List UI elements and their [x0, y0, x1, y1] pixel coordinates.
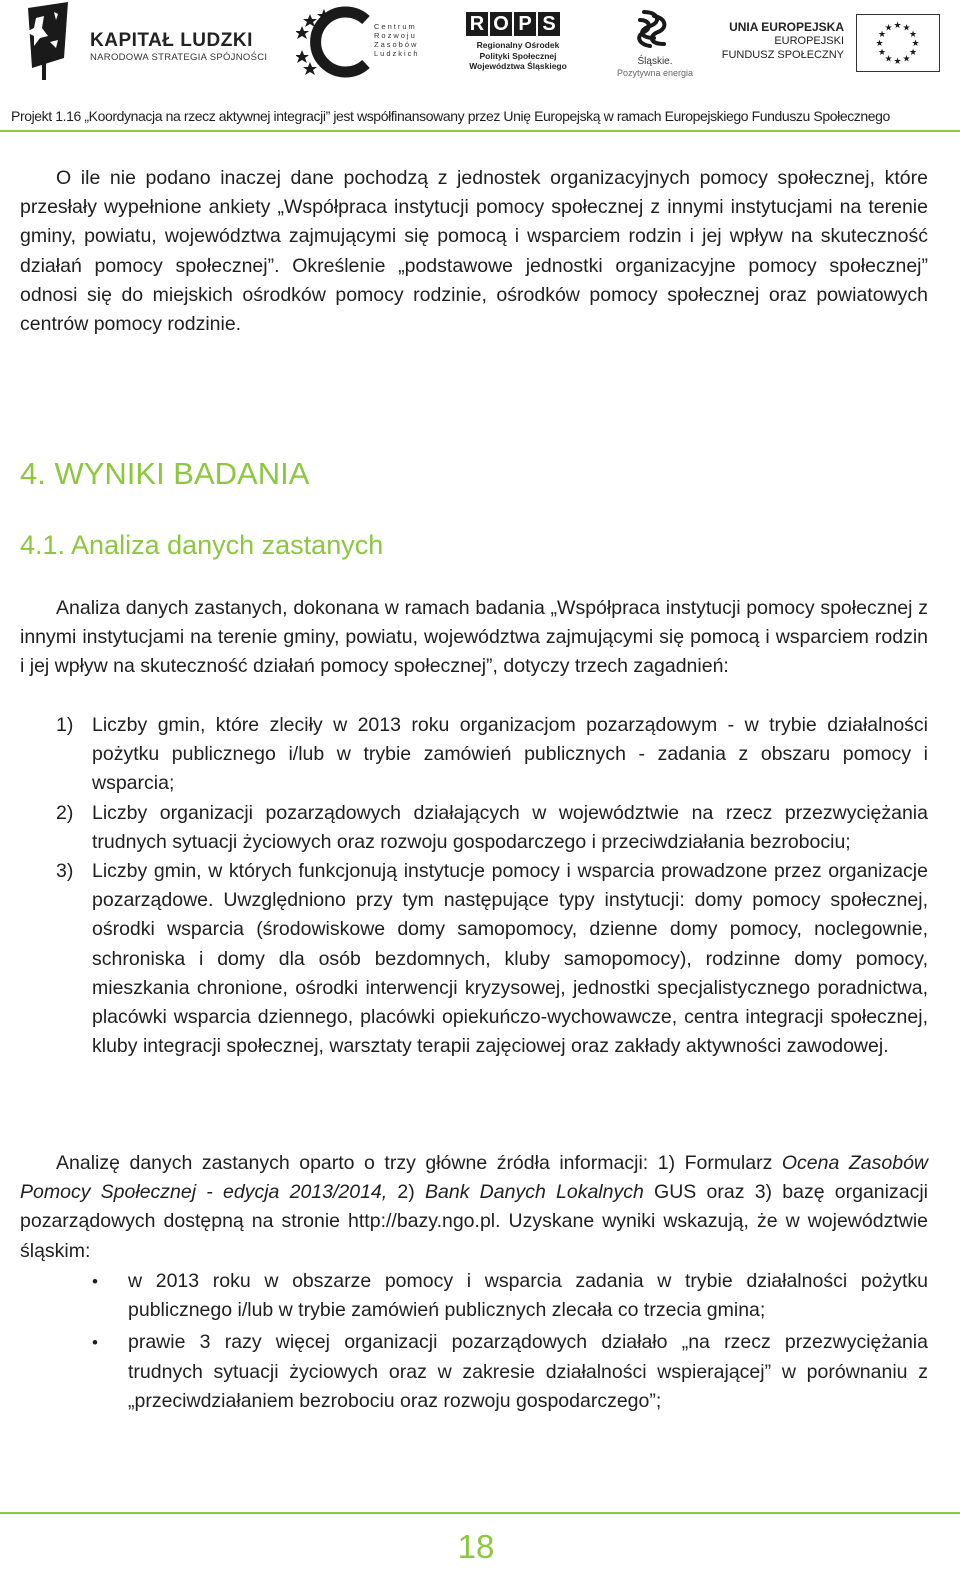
list-item — [20, 711, 928, 799]
svg-text:★: ★ — [877, 48, 887, 58]
sources-text: GUS oraz 3) bazę organizacji pozarządowych dostępną na stronie http://bazy.ngo.pl. Uzyskane wyniki wskazują, że w województwie śląskim: — [20, 1181, 928, 1262]
kapital-ludzki-logo — [18, 2, 268, 80]
sources-text: Analizę danych zastanych oparto o trzy główne źródła informacji: 1) Formularz — [56, 1152, 782, 1174]
eu-line-3: FUNDUSZ SPOŁECZNY — [721, 49, 844, 61]
svg-text:★: ★ — [884, 54, 893, 65]
sources-paragraph — [20, 1149, 928, 1266]
rops-letter: S — [538, 12, 560, 36]
bullet-marker: • — [92, 1272, 98, 1291]
rops-subtitle — [458, 40, 578, 72]
crzl-logo — [296, 6, 436, 78]
rops-subtitle-line: Polityki Społecznej — [479, 50, 557, 61]
sources-text: 2) — [387, 1181, 425, 1204]
list-item-text: Liczby gmin, w których funkcjonują instytucje pomocy i wsparcia prowadzone przez organizacje pozarządowe. Uwzględniono przy tym następujące typy instytucji: domy pomocy społecznej, ośrodki wsparcia (środowiskowe domy samopomocy, dzienne domy pomocy, noclegownie, schroniska i domy dla osób bezdomnych, kluby samopomocy), rodzinne domy pomocy, mieszkania chronione, ośrodki interwencji kryzysowej, jednostki specjalistycznego poradnictwa, placówki wsparcia dziennego, placówki opiekuńczo-wychowawcze, centra integracji społecznej, kluby integracji społecznej, warsztaty terapii zajęciowej oraz zakłady aktywności zawodowej. — [92, 860, 928, 1058]
analysis-paragraph: Analiza danych zastanych, dokonana w ramach badania „Współpraca instytucji pomocy społecznej z innymi instytucjami na terenie gminy, powiatu, województwa zajmującymi się pomocą i wsparciem rodzin i jej wpływ na skuteczność działań pomocy społecznej”, dotyczy trzech zagadnień: — [20, 597, 928, 678]
rops-letter: O — [490, 12, 512, 36]
numbered-list — [20, 711, 928, 1061]
svg-text:★: ★ — [884, 23, 893, 34]
list-marker: 2) — [56, 801, 74, 824]
svg-text:★: ★ — [877, 30, 887, 40]
svg-text:★: ★ — [902, 54, 911, 65]
list-item-text: prawie 3 razy więcej organizacji pozarządowych działało „na rzecz przezwyciężania trudnych sytuacji życiowych oraz w zakresie działalności wspierającej” w porównaniu z „przeciwdziałaniem bezrobociu oraz rozwoju gospodarczego”; — [128, 1331, 928, 1412]
crzl-emblem-icon — [296, 6, 376, 78]
slaskie-logo — [610, 8, 700, 80]
rops-subtitle-line: Regionalny Ośrodek — [476, 40, 560, 50]
kapital-ludzki-subtitle: NARODOWA STRATEGIA SPÓJNOŚCI — [90, 52, 268, 63]
eu-logo — [721, 12, 940, 74]
logo-bar — [0, 0, 960, 84]
rops-subtitle-line: Województwa Śląskiego — [469, 61, 567, 71]
list-item-text: Liczby organizacji pozarządowych działających w województwie na rzecz przezwyciężania trudnych sytuacji życiowych oraz rozwoju gospodarczego i przeciwdziałania bezrobociu; — [92, 801, 928, 853]
bullet-marker: • — [92, 1333, 98, 1353]
rops-title — [466, 12, 560, 36]
list-item — [20, 799, 928, 857]
subsection-heading: 4.1. Analiza danych zastanych — [20, 530, 384, 560]
eu-flag-icon — [856, 14, 940, 72]
footer-divider — [0, 1512, 960, 1514]
slaskie-name: Śląskie. — [637, 56, 673, 67]
slaskie-swirl-icon — [610, 8, 700, 56]
section-heading: 4. WYNIKI BADANIA — [20, 456, 310, 491]
eu-line-1: UNIA EUROPEJSKA — [729, 20, 844, 34]
kapital-ludzki-flag-icon — [18, 2, 88, 80]
bullet-list — [20, 1267, 928, 1416]
list-item-text: Liczby gmin, które zleciły w 2013 roku organizacjom pozarządowym - w trybie działalności pożytku publicznego i/lub w trybie zamówień publicznych - zadania z obszaru pomocy i wsparcia; — [92, 714, 928, 795]
header-divider — [0, 130, 960, 132]
svg-text:★: ★ — [902, 23, 911, 34]
eu-line-2: EUROPEJSKI — [774, 35, 844, 47]
project-line: Projekt 1.16 „Koordynacja na rzecz aktywnej integracji” jest współfinansowany przez Unię Europejską w ramach Europejskiego Funduszu Społecznego — [11, 108, 890, 124]
svg-text:★: ★ — [875, 39, 884, 49]
svg-text:★: ★ — [911, 39, 920, 49]
slaskie-tagline: Pozytywna energia — [616, 68, 694, 78]
crzl-text: Centrum Rozwoju Zasobów Ludzkich — [374, 22, 420, 58]
eu-text — [722, 20, 844, 62]
list-item — [20, 1267, 928, 1325]
list-item — [20, 857, 928, 1061]
kapital-ludzki-title: KAPITAŁ LUDZKI — [90, 30, 253, 51]
svg-text:★: ★ — [908, 30, 918, 40]
svg-text:★: ★ — [893, 21, 902, 31]
sources-italic-title: Ocena Zasobów Pomocy Społecznej - edycja 2013/2014, — [20, 1152, 928, 1204]
list-marker: 1) — [56, 714, 74, 736]
svg-text:★: ★ — [908, 48, 918, 58]
list-marker: 3) — [56, 860, 74, 883]
page-number: 18 — [457, 1528, 495, 1565]
list-item-text: w 2013 roku w obszarze pomocy i wsparcia zadania w trybie działalności pożytku publicznego i/lub w trybie zamówień publicznych zlecała co trzecia gmina; — [128, 1270, 928, 1322]
rops-letter: P — [514, 12, 536, 36]
list-item — [20, 1328, 928, 1416]
rops-logo — [458, 8, 578, 78]
intro-paragraph: O ile nie podano inaczej dane pochodzą z jednostek organizacyjnych pomocy społecznej, które przesłały wypełnione ankiety „Współpraca instytucji pomocy społecznej z innymi instytucjami na terenie gminy, powiatu, województwa zajmującymi się pomocą i wsparciem rodzin i jej wpływ na skuteczność działań pomocy społecznej”. Określenie „podstawowe jednostki organizacyjne pomocy społecznej” odnosi się do miejskich ośrodków pomocy rodzinie, ośrodków pomocy społecznej oraz powiatowych centrów pomocy rodzinie. — [20, 167, 928, 336]
sources-italic-title: Bank Danych Lokalnych — [425, 1181, 644, 1204]
rops-letter: R — [466, 12, 488, 36]
svg-text:★: ★ — [893, 57, 902, 67]
